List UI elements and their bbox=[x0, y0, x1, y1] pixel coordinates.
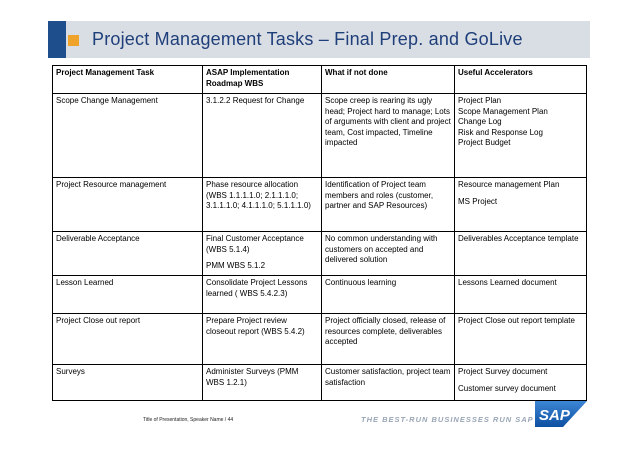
title-bar bbox=[48, 21, 590, 58]
table-header-row bbox=[53, 66, 587, 94]
wbs-cell: Phase resource allocation (WBS 1.1.1.1.0; 2.1.1.1.0; 3.1.1.1.0; 4.1.1.1.0; 5.1.1.1.0) bbox=[203, 178, 322, 232]
header-task: Project Management Task bbox=[53, 66, 203, 94]
task-cell: Project Close out report bbox=[53, 314, 203, 365]
header-accelerators: Useful Accelerators bbox=[455, 66, 587, 94]
wbs-cell: Prepare Project review closeout report (WBS 5.4.2) bbox=[203, 314, 322, 365]
sap-logo bbox=[535, 401, 587, 427]
wbs-cell: 3.1.2.2 Request for Change bbox=[203, 94, 322, 178]
risk-cell: Project officially closed, release of resources complete, deliverables accepted bbox=[322, 314, 455, 365]
wbs-cell: Consolidate Project Lessons learned ( WBS 5.4.2.3) bbox=[203, 276, 322, 314]
table-row bbox=[53, 365, 587, 401]
accelerators-cell: Project Close out report template bbox=[455, 314, 587, 365]
sap-tagline: THE BEST-RUN BUSINESSES RUN SAP bbox=[361, 415, 534, 424]
table-row bbox=[53, 232, 587, 276]
risk-cell: Scope creep is rearing its ugly head; Project hard to manage; Lots of arguments with client and project team, Cost impacted, Timeline impacted bbox=[322, 94, 455, 178]
table-row bbox=[53, 314, 587, 365]
accelerators-cell: Lessons Learned document bbox=[455, 276, 587, 314]
task-cell: Surveys bbox=[53, 365, 203, 401]
page-title: Project Management Tasks – Final Prep. and GoLive bbox=[92, 29, 523, 49]
accelerators-cell: Project Plan Scope Management Plan Change Log Risk and Response Log Project Budget bbox=[455, 94, 587, 178]
task-cell: Lesson Learned bbox=[53, 276, 203, 314]
title-accent-bar bbox=[48, 21, 66, 58]
accelerators-cell: Project Survey document Customer survey document bbox=[455, 365, 587, 401]
risk-cell: No common understanding with customers on accepted and delivered solution bbox=[322, 232, 455, 276]
header-wbs: ASAP Implementation Roadmap WBS bbox=[203, 66, 322, 94]
risk-cell: Continuous learning bbox=[322, 276, 455, 314]
task-cell: Scope Change Management bbox=[53, 94, 203, 178]
wbs-cell: Final Customer Acceptance (WBS 5.1.4) PMM WBS 5.1.2 bbox=[203, 232, 322, 276]
slide-footer: Title of Presentation, Speaker Name / 44 bbox=[143, 417, 234, 423]
title-bullet-square bbox=[68, 35, 79, 46]
accelerators-cell: Resource management Plan MS Project bbox=[455, 178, 587, 232]
table-row bbox=[53, 178, 587, 232]
risk-cell: Identification of Project team members and roles (customer, partner and SAP Resources) bbox=[322, 178, 455, 232]
risk-cell: Customer satisfaction, project team satisfaction bbox=[322, 365, 455, 401]
header-risk: What if not done bbox=[322, 66, 455, 94]
accelerators-cell: Deliverables Acceptance template bbox=[455, 232, 587, 276]
task-cell: Project Resource management bbox=[53, 178, 203, 232]
tasks-table bbox=[52, 65, 587, 401]
task-cell: Deliverable Acceptance bbox=[53, 232, 203, 276]
wbs-cell: Administer Surveys (PMM WBS 1.2.1) bbox=[203, 365, 322, 401]
table-row bbox=[53, 276, 587, 314]
table-row bbox=[53, 94, 587, 178]
sap-logo-text: SAP bbox=[539, 407, 570, 424]
